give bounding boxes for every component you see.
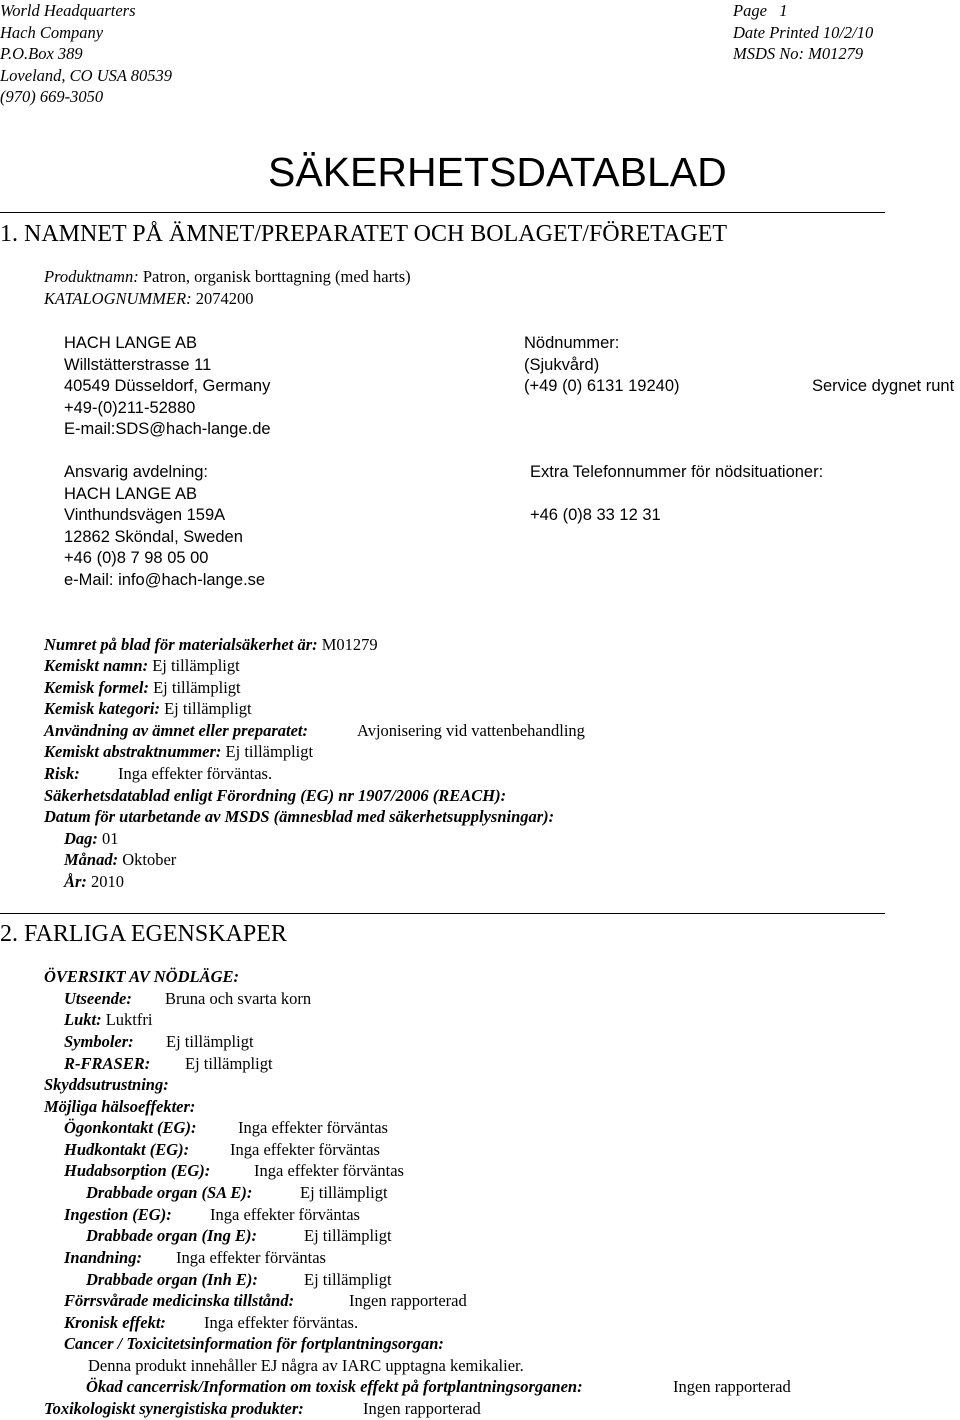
target-organs-sa-field — [86, 1185, 252, 1202]
field-label: Utseende: — [64, 989, 132, 1008]
header-address-1: World Headquarters — [0, 1, 136, 20]
usage-value: Avjonisering vid vattenbehandling — [357, 721, 585, 740]
field-label: Kronisk effekt: — [64, 1313, 166, 1332]
usage-field — [44, 723, 308, 740]
catalog-number-row — [44, 291, 253, 308]
chronic-effect-field — [64, 1315, 166, 1332]
responsible-line-3: Vinthundsvägen 159A — [64, 506, 226, 524]
date-printed: Date Printed 10/2/10 — [733, 23, 874, 42]
risk-field — [44, 766, 80, 783]
field-label: Toxikologiskt synergistiska produkter: — [44, 1399, 304, 1418]
aggravated-conditions-value: Ingen rapporterad — [349, 1291, 467, 1310]
day-field — [64, 831, 119, 848]
chemical-formula-field — [44, 680, 241, 697]
reach-regulation: Säkerhetsdatablad enligt Förordning (EG) nr 1907/2006 (REACH): — [44, 786, 507, 805]
field-label: Dag: — [64, 829, 98, 848]
field-label: Kemisk kategori: — [44, 699, 160, 718]
product-name-label: Produktnamn: — [44, 267, 139, 286]
r-phrases-field — [64, 1056, 150, 1073]
eye-contact-value: Inga effekter förväntas — [238, 1118, 388, 1137]
emergency-overview-heading: ÖVERSIKT AV NÖDLÄGE: — [44, 967, 239, 986]
product-name-value: Patron, organisk borttagning (med harts) — [142, 267, 411, 286]
section-2-heading: 2. FARLIGA EGENSKAPER — [0, 921, 287, 947]
increased-cancer-risk-value: Ingen rapporterad — [673, 1377, 791, 1396]
field-label: Drabbade organ (SA E): — [86, 1183, 253, 1202]
field-label: Månad: — [64, 850, 119, 869]
cancer-toxicity-heading: Cancer / Toxicitetsinformation för fortplantningsorgan: — [64, 1334, 444, 1353]
field-value: M01279 — [321, 635, 378, 654]
company-line-3: 40549 Düsseldorf, Germany — [64, 377, 271, 395]
synergistic-products-field — [44, 1401, 304, 1418]
emergency-service: Service dygnet runt — [812, 377, 955, 395]
document-title: SÄKERHETSDATABLAD — [268, 149, 727, 195]
extra-phone-value: +46 (0)8 33 12 31 — [530, 506, 661, 524]
field-label: Inandning: — [64, 1248, 142, 1267]
protective-equipment-heading: Skyddsutrustning: — [44, 1075, 169, 1094]
page-label: Page — [733, 1, 767, 20]
field-value: Ej tillämpligt — [164, 699, 252, 718]
page-indicator — [733, 3, 788, 20]
msds-date-heading: Datum för utarbetande av MSDS (ämnesblad med säkerhetsupplysningar): — [44, 807, 555, 826]
company-line-5: E-mail:SDS@hach-lange.de — [64, 420, 271, 438]
health-effects-heading: Möjliga hälsoeffekter: — [44, 1097, 196, 1116]
field-label: Hudabsorption (EG): — [64, 1161, 211, 1180]
skin-contact-field — [64, 1142, 189, 1159]
header-address-2: Hach Company — [0, 23, 104, 42]
field-value: Luktfri — [105, 1010, 153, 1029]
responsible-line-6: e-Mail: info@hach-lange.se — [64, 571, 266, 589]
field-label: Ökad cancerrisk/Information om toxisk effekt på fortplantningsorganen: — [86, 1377, 583, 1396]
ingestion-value: Inga effekter förväntas — [210, 1205, 360, 1224]
increased-cancer-risk-field — [86, 1379, 583, 1396]
company-line-4: +49-(0)211-52880 — [64, 399, 196, 417]
field-value: 01 — [102, 829, 119, 848]
company-line-2: Willstätterstrasse 11 — [64, 356, 212, 374]
field-label: Ingestion (EG): — [64, 1205, 172, 1224]
extra-phone-label: Extra Telefonnummer för nödsituationer: — [530, 463, 824, 481]
field-label: År: — [64, 872, 87, 891]
field-label: Risk: — [44, 764, 80, 783]
header-address-4: Loveland, CO USA 80539 — [0, 66, 173, 85]
emergency-line-3: (+49 (0) 6131 19240) — [524, 377, 680, 395]
iarc-statement: Denna produkt innehåller EJ några av IARC upptagna kemikalier. — [88, 1356, 524, 1375]
skin-absorption-field — [64, 1163, 210, 1180]
header-address-3: P.O.Box 389 — [0, 44, 83, 63]
field-value: Oktober — [122, 850, 177, 869]
divider — [0, 913, 885, 914]
field-value: Ej tillämpligt — [152, 656, 240, 675]
field-label: Kemiskt abstraktnummer: — [44, 742, 222, 761]
catalog-number-label: KATALOGNUMMER: — [44, 289, 192, 308]
field-label: R-FRASER: — [64, 1054, 151, 1073]
responsible-line-1: Ansvarig avdelning: — [64, 463, 209, 481]
target-organs-sa-value: Ej tillämpligt — [300, 1183, 388, 1202]
msds-number: MSDS No: M01279 — [733, 44, 864, 63]
product-name-row — [44, 269, 411, 286]
target-organs-inh-field — [86, 1272, 258, 1289]
header-address-5: (970) 669-3050 — [0, 87, 104, 106]
chronic-effect-value: Inga effekter förväntas. — [204, 1313, 359, 1332]
skin-absorption-value: Inga effekter förväntas — [254, 1161, 404, 1180]
responsible-line-5: +46 (0)8 7 98 05 00 — [64, 549, 209, 567]
responsible-line-4: 12862 Sköndal, Sweden — [64, 528, 243, 546]
r-phrases-value: Ej tillämpligt — [185, 1054, 273, 1073]
appearance-value: Bruna och svarta korn — [165, 989, 312, 1008]
field-label: Drabbade organ (Ing E): — [86, 1226, 257, 1245]
symbols-field — [64, 1034, 134, 1051]
month-field — [64, 852, 176, 869]
target-organs-ing-value: Ej tillämpligt — [304, 1226, 392, 1245]
emergency-line-1: Nödnummer: — [524, 334, 620, 352]
field-label: Förrsvårade medicinska tillstånd: — [64, 1291, 295, 1310]
responsible-line-2: HACH LANGE AB — [64, 485, 197, 503]
cas-number-field — [44, 744, 313, 761]
chemical-name-field — [44, 658, 240, 675]
symbols-value: Ej tillämpligt — [166, 1032, 254, 1051]
divider — [0, 212, 885, 213]
field-value: Ej tillämpligt — [225, 742, 314, 761]
eye-contact-field — [64, 1120, 196, 1137]
skin-contact-value: Inga effekter förväntas — [230, 1140, 380, 1159]
chemical-category-field — [44, 701, 252, 718]
section-1-heading: 1. NAMNET PÅ ÄMNET/PREPARATET OCH BOLAGET/FÖRETAGET — [0, 221, 728, 247]
field-label: Lukt: — [64, 1010, 102, 1029]
odor-field — [64, 1012, 152, 1029]
page-number: 1 — [779, 1, 788, 20]
field-label: Hudkontakt (EG): — [64, 1140, 190, 1159]
catalog-number-value: 2074200 — [195, 289, 254, 308]
field-label: Användning av ämnet eller preparatet: — [44, 721, 308, 740]
target-organs-ing-field — [86, 1228, 257, 1245]
field-label: Kemiskt namn: — [44, 656, 149, 675]
emergency-line-2: (Sjukvård) — [524, 356, 600, 374]
field-value: Ej tillämpligt — [153, 678, 241, 697]
appearance-field — [64, 991, 132, 1008]
ingestion-field — [64, 1207, 172, 1224]
company-line-1: HACH LANGE AB — [64, 334, 197, 352]
field-label: Symboler: — [64, 1032, 134, 1051]
year-field — [64, 874, 124, 891]
field-label: Drabbade organ (Inh E): — [86, 1270, 258, 1289]
field-label: Ögonkontakt (EG): — [64, 1118, 197, 1137]
inhalation-value: Inga effekter förväntas — [176, 1248, 326, 1267]
field-label: Kemisk formel: — [44, 678, 149, 697]
inhalation-field — [64, 1250, 142, 1267]
aggravated-conditions-field — [64, 1293, 294, 1310]
target-organs-inh-value: Ej tillämpligt — [304, 1270, 392, 1289]
synergistic-products-value: Ingen rapporterad — [363, 1399, 481, 1418]
msds-number-field — [44, 637, 378, 654]
field-label: Numret på blad för materialsäkerhet är: — [44, 635, 318, 654]
field-value: 2010 — [91, 872, 125, 891]
risk-value: Inga effekter förväntas. — [118, 764, 273, 783]
